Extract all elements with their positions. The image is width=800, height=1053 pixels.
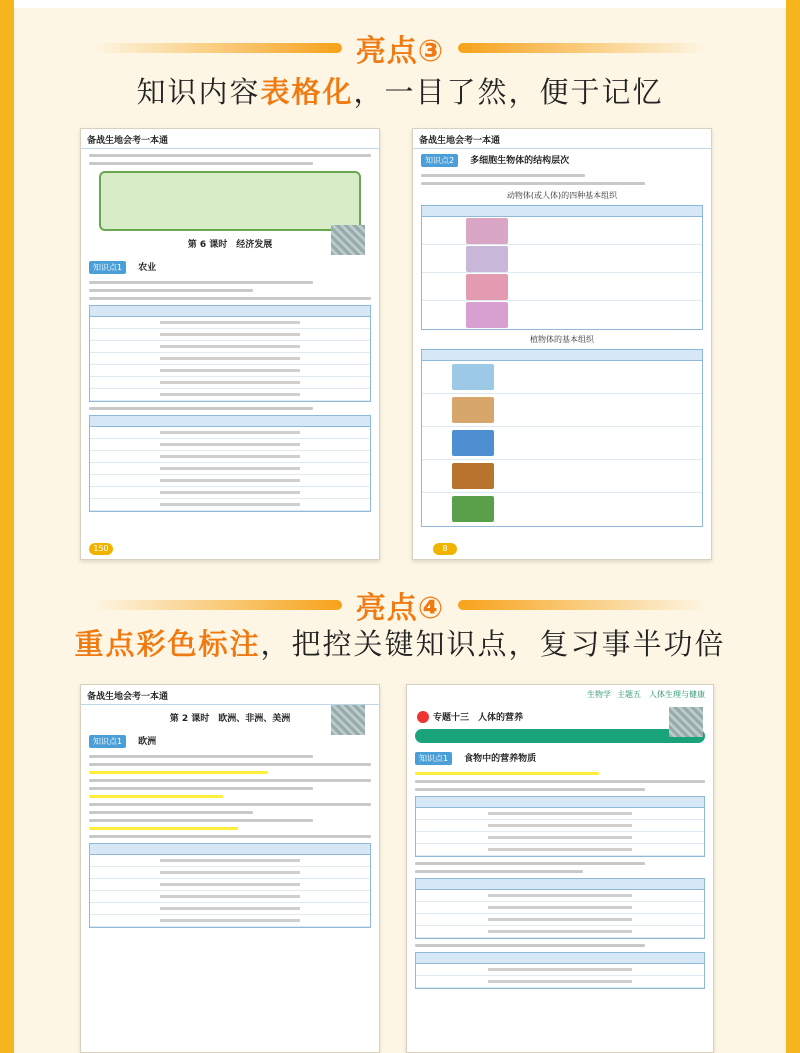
page-header: 备战生地会考一本通 bbox=[81, 129, 379, 149]
heading-bar-left bbox=[92, 600, 342, 610]
page-number: 150 bbox=[89, 543, 113, 555]
qr-code-icon bbox=[669, 707, 703, 737]
vitamin-table bbox=[415, 952, 705, 989]
knowledge-point-label: 多细胞生物体的结构层次 bbox=[470, 156, 570, 166]
agriculture-table bbox=[89, 305, 371, 402]
highlight-3-heading bbox=[14, 28, 786, 68]
qr-code-icon bbox=[331, 705, 365, 735]
heading-bar-right bbox=[458, 43, 708, 53]
page-number: 8 bbox=[433, 543, 457, 555]
knowledge-point-label: 农业 bbox=[138, 263, 157, 273]
book-page-biology-tissues bbox=[412, 128, 712, 560]
heading-bar-left bbox=[92, 43, 342, 53]
knowledge-point-tag: 知识点1 bbox=[89, 735, 126, 748]
page-header: 备战生地会考一本通 bbox=[413, 129, 711, 149]
tagline-emphasis: 表格化 bbox=[260, 75, 354, 109]
knowledge-extension-box bbox=[99, 171, 361, 231]
previous-section-edge bbox=[14, 0, 786, 8]
topic-title: 专题十三 人体的营养 bbox=[433, 713, 524, 723]
highlight-4-tagline bbox=[14, 622, 786, 663]
knowledge-point-label: 食物中的营养物质 bbox=[464, 754, 537, 764]
knowledge-point-tag: 知识点1 bbox=[89, 261, 126, 274]
qr-code-icon bbox=[331, 225, 365, 255]
tagline-text: ，一目了然，便于记忆 bbox=[353, 75, 664, 109]
knowledge-banner bbox=[415, 729, 705, 743]
book-page-geography-economy bbox=[80, 128, 380, 560]
page-header: 备战生地会考一本通 bbox=[81, 685, 379, 705]
plant-tissue-table bbox=[421, 349, 703, 527]
topic-title-row bbox=[417, 710, 703, 723]
subject-label: 生物学 bbox=[587, 690, 611, 699]
knowledge-point-tag: 知识点1 bbox=[415, 752, 452, 765]
animal-tissue-table-caption: 动物体(或人体)的四种基本组织 bbox=[506, 191, 618, 200]
knowledge-point-label: 欧洲 bbox=[138, 737, 157, 747]
plant-tissue-table-caption: 植物体的基本组织 bbox=[530, 335, 594, 344]
nutrient-table bbox=[415, 796, 705, 857]
lesson-title: 第 2 课时 欧洲、非洲、美洲 bbox=[169, 714, 291, 724]
book-page-geography-continents bbox=[80, 684, 380, 1053]
tagline-text: ，把控关键知识点，复习事半功倍 bbox=[260, 627, 726, 661]
book-page-biology-nutrition bbox=[406, 684, 714, 1053]
knowledge-point-tag: 知识点2 bbox=[421, 154, 458, 167]
america-table bbox=[89, 843, 371, 928]
animal-tissue-table bbox=[421, 205, 703, 330]
tagline-text: 知识内容 bbox=[136, 75, 261, 109]
north-south-table bbox=[89, 415, 371, 512]
play-icon bbox=[417, 711, 429, 723]
heading-bar-right bbox=[458, 600, 708, 610]
highlight-4-heading bbox=[14, 585, 786, 625]
mineral-table bbox=[415, 878, 705, 939]
highlight-3-title: 亮点③ bbox=[355, 34, 445, 69]
highlight-3-tagline bbox=[14, 70, 786, 111]
tagline-emphasis: 重点彩色标注 bbox=[74, 627, 261, 661]
topic-header bbox=[407, 685, 713, 704]
highlight-4-title: 亮点④ bbox=[355, 591, 445, 626]
theme-label: 主题五 人体生理与健康 bbox=[617, 690, 705, 699]
lesson-title: 第 6 课时 经济发展 bbox=[187, 240, 273, 250]
